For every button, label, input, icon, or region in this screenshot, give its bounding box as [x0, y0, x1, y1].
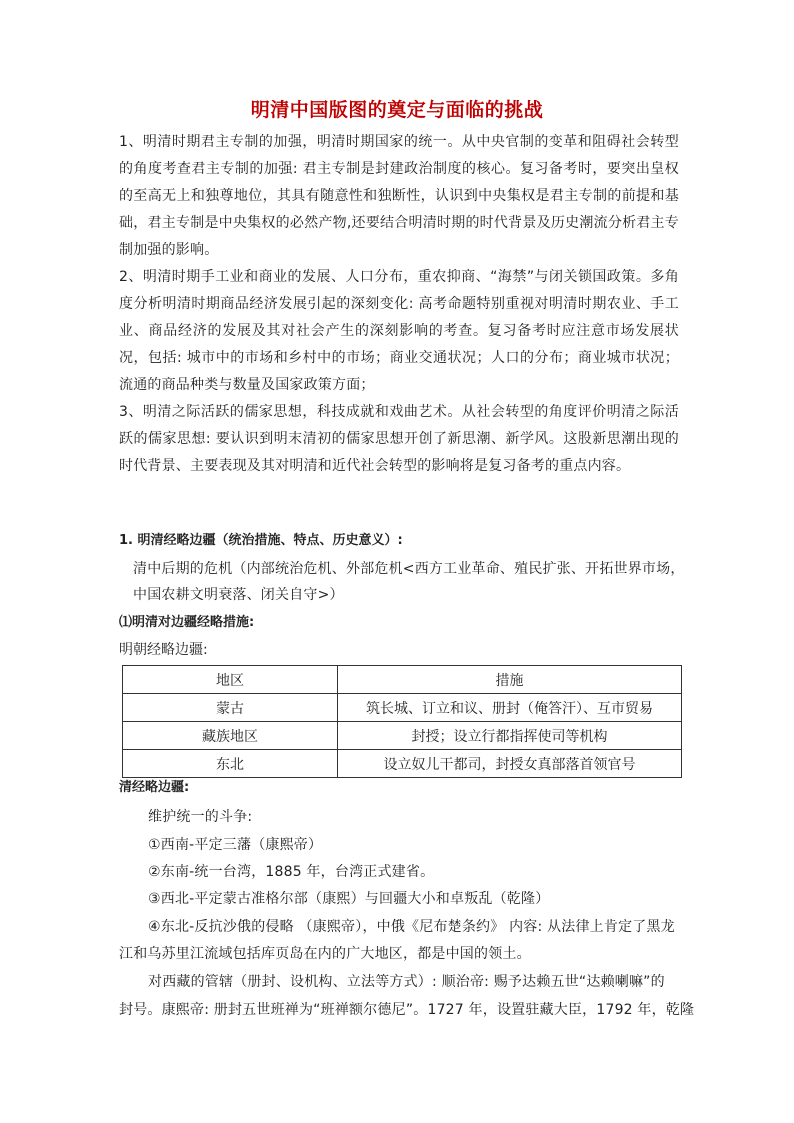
page-title: 明清中国版图的奠定与面临的挑战 — [250, 99, 544, 121]
section-heading: 1. 明清经略边疆（统治措施、特点、历史意义）: — [119, 533, 403, 548]
struggle-label: 维护统一的斗争: — [148, 809, 253, 825]
table-cell-region: 蒙古 — [123, 694, 338, 722]
table-cell-region: 藏族地区 — [123, 722, 338, 750]
qing-item-2: ②东南-统一台湾，1885 年，台湾正式建省。 — [148, 864, 435, 880]
table-cell-measures: 封授；设立行都指挥使司等机构 — [338, 722, 682, 750]
table-header-row — [123, 666, 682, 694]
crisis-line-1: 清中后期的危机（内部统治危机、外部危机<西方工业革命、殖民扩张、开拓世界市场， — [133, 561, 685, 577]
intro-paragraph-2: 2、明清时期手工业和商业的发展、人口分布，重农抑商、“海禁”与闭关锁国政策。多角度分析明清时期商品经济发展引起的深刻变化: 高考命题特别重视对明清时期农业、手工业、商品经济的发展及其对社会产生的深刻影响的考查。复习备考时应注意市场发展状况，包括: 城市中的市场和乡村中的市场；商业交通状况；人口的分布；商业城市状况；流通的商品种类与数量及国家政策方面； — [119, 269, 679, 393]
frontier-measures-table — [122, 665, 682, 778]
tibet-line-1: 对西藏的管辖（册封、设机构、立法等方式）: 顺治帝: 赐予达赖五世“达赖喇嘛”的 — [148, 974, 665, 990]
qing-item-4: ④东北-反抗沙俄的侵略 （康熙帝），中俄《尼布楚条约》 内容: 从法律上肯定了黑龙 — [148, 919, 675, 935]
table-row — [123, 694, 682, 722]
crisis-line-2: 中国农耕文明衰落、闭关自守>） — [133, 587, 344, 603]
table-cell-measures: 筑长城、订立和议、册封（俺答汗）、互市贸易 — [338, 694, 682, 722]
table-header-measures: 措施 — [338, 666, 682, 694]
intro-paragraph-1: 1、明清时期君主专制的加强，明清时期国家的统一。从中央官制的变革和阻碍社会转型的角度考查君主专制的加强: 君主专制是封建政治制度的核心。复习备考时，要突出皇权的至高无上和独尊地位，其具有随意性和独断性，认识到中央集权是君主专制的前提和基础，君主专制是中央集权的必然产物,还要结合明清时期的时代背景及历史潮流分析君主专制加强的影响。 — [119, 134, 679, 258]
table-cell-measures: 设立奴儿干都司，封授女真部落首领官号 — [338, 750, 682, 778]
tibet-line-2: 封号。康熙帝: 册封五世班禅为“班禅额尔德尼”。1727 年，设置驻藏大臣，1792 年，乾隆 — [119, 1002, 695, 1018]
table-row — [123, 750, 682, 778]
table-header-region: 地区 — [123, 666, 338, 694]
ming-label: 明朝经略边疆: — [119, 642, 208, 658]
table-cell-region: 东北 — [123, 750, 338, 778]
intro-paragraph-3: 3、明清之际活跃的儒家思想，科技成就和戏曲艺术。从社会转型的角度评价明清之际活跃的儒家思想: 要认识到明末清初的儒家思想开创了新思潮、新学风。这股新思潮出现的时代背景、主要表现及其对明清和近代社会转型的影响将是复习备考的重点内容。 — [119, 404, 679, 474]
qing-label: 清经略边疆: — [119, 780, 190, 795]
qing-item-1: ①西南-平定三藩（康熙帝） — [148, 837, 323, 853]
table-row — [123, 722, 682, 750]
sub-heading: ⑴明清对边疆经略措施: — [119, 615, 255, 630]
qing-item-3: ③西北-平定蒙古准格尔部（康熙）与回疆大小和卓叛乱（乾隆） — [148, 891, 550, 907]
qing-item-4-continuation: 江和乌苏里江流域包括库页岛在内的广大地区，都是中国的领土。 — [119, 946, 531, 962]
